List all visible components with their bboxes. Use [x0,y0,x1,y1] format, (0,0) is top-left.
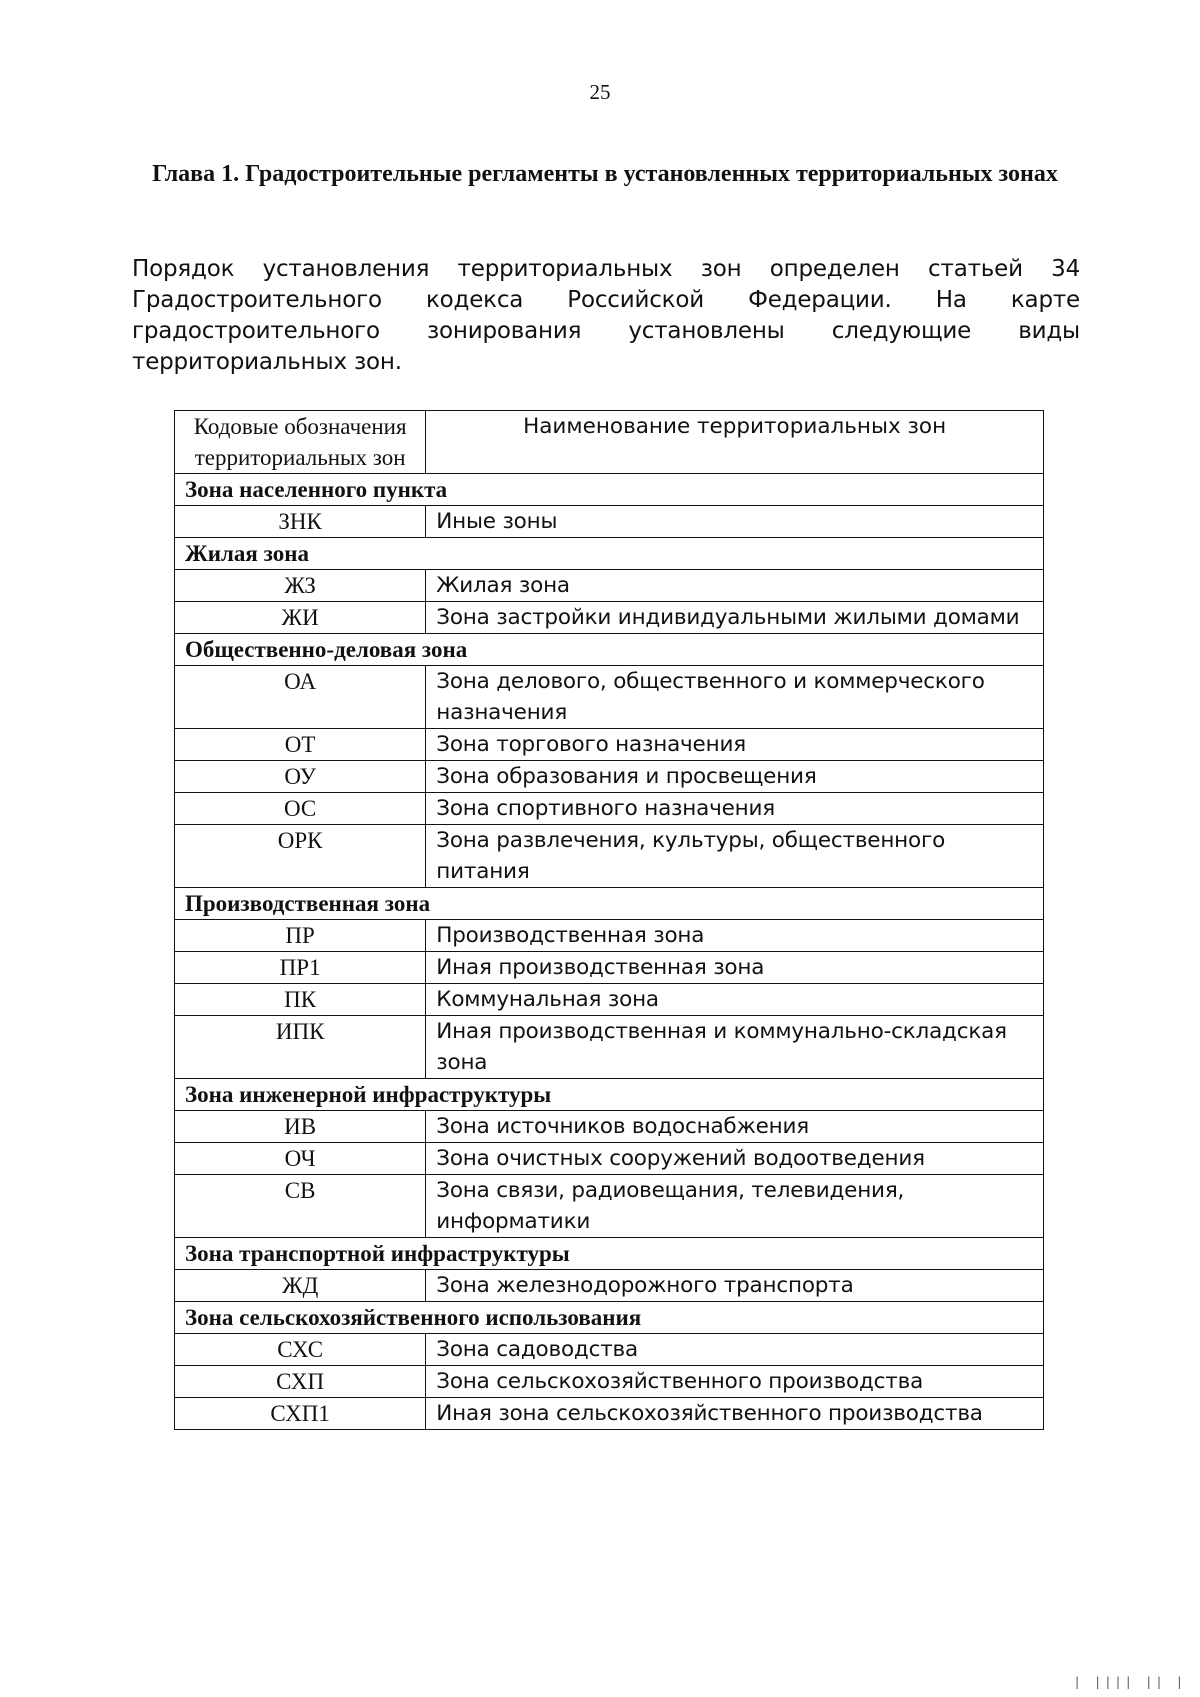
zone-name: Зона делового, общественного и коммерческого назначения [426,666,1044,729]
header-name: Наименование территориальных зон [426,411,1044,474]
zone-code: ЖЗ [175,570,426,602]
zone-code: ПК [175,984,426,1016]
zone-code: ПР1 [175,952,426,984]
group-row [175,1079,1044,1111]
zone-name: Иная производственная и коммунально-складская зона [426,1016,1044,1079]
zone-code: ОА [175,666,426,729]
table-row [175,984,1044,1016]
zone-code: ЖД [175,1270,426,1302]
zone-name: Коммунальная зона [426,984,1044,1016]
table-row [175,825,1044,888]
group-title: Зона сельскохозяйственного использования [175,1302,1044,1334]
intro-paragraph: Порядок установления территориальных зон определен статьей 34 Градостроительного кодекса Российской Федерации. На карте градостроительного зонирования установлены следующие виды территориальных зон. [132,256,1080,375]
table-row [175,761,1044,793]
group-title: Зона транспортной инфраструктуры [175,1238,1044,1270]
zone-name: Иные зоны [426,506,1044,538]
group-row [175,634,1044,666]
zone-code: ЖИ [175,602,426,634]
zone-name: Производственная зона [426,920,1044,952]
zone-code: ОРК [175,825,426,888]
zone-code: ИВ [175,1111,426,1143]
zone-name: Зона источников водоснабжения [426,1111,1044,1143]
header-code: Кодовые обозначения территориальных зон [175,411,426,474]
zone-name: Зона железнодорожного транспорта [426,1270,1044,1302]
table-row [175,666,1044,729]
zone-code: ОЧ [175,1143,426,1175]
zone-name: Зона торгового назначения [426,729,1044,761]
table-row [175,729,1044,761]
group-title: Общественно-деловая зона [175,634,1044,666]
table-row [175,602,1044,634]
group-row [175,888,1044,920]
zone-name: Зона развлечения, культуры, общественного питания [426,825,1044,888]
zones-table-body [175,474,1044,1430]
zones-table [174,410,1044,1430]
zone-code: СВ [175,1175,426,1238]
group-row [175,474,1044,506]
page-number: 25 [589,80,611,104]
zone-name: Иная производственная зона [426,952,1044,984]
table-row [175,920,1044,952]
table-row [175,1398,1044,1430]
group-title: Зона населенного пункта [175,474,1044,506]
group-row [175,1302,1044,1334]
zone-name: Зона очистных сооружений водоотведения [426,1143,1044,1175]
group-row [175,538,1044,570]
table-row [175,1016,1044,1079]
group-row [175,1238,1044,1270]
table-row [175,1143,1044,1175]
zone-code: СХП1 [175,1398,426,1430]
table-row [175,570,1044,602]
table-row [175,1334,1044,1366]
zone-code: ИПК [175,1016,426,1079]
group-title: Зона инженерной инфраструктуры [175,1079,1044,1111]
zone-name: Жилая зона [426,570,1044,602]
table-row [175,952,1044,984]
chapter-title: Глава 1. Градостроительные регламенты в установленных территориальных зонах [152,161,1058,187]
table-row [175,506,1044,538]
zone-code: ПР [175,920,426,952]
table-row [175,1270,1044,1302]
table-row [175,1366,1044,1398]
zone-code: ОУ [175,761,426,793]
zone-name: Зона застройки индивидуальными жилыми домами [426,602,1044,634]
scan-artifact: | |||| || | [1073,1675,1186,1689]
table-row [175,1111,1044,1143]
zone-code: ЗНК [175,506,426,538]
zone-code: СХС [175,1334,426,1366]
zone-name: Зона сельскохозяйственного производства [426,1366,1044,1398]
group-title: Жилая зона [175,538,1044,570]
zone-name: Зона связи, радиовещания, телевидения, информатики [426,1175,1044,1238]
zone-name: Зона образования и просвещения [426,761,1044,793]
zone-code: ОТ [175,729,426,761]
zone-name: Зона спортивного назначения [426,793,1044,825]
zone-name: Иная зона сельскохозяйственного производства [426,1398,1044,1430]
zone-code: СХП [175,1366,426,1398]
table-row [175,793,1044,825]
table-row [175,1175,1044,1238]
zone-name: Зона садоводства [426,1334,1044,1366]
group-title: Производственная зона [175,888,1044,920]
zone-code: ОС [175,793,426,825]
table-header-row [175,411,1044,474]
